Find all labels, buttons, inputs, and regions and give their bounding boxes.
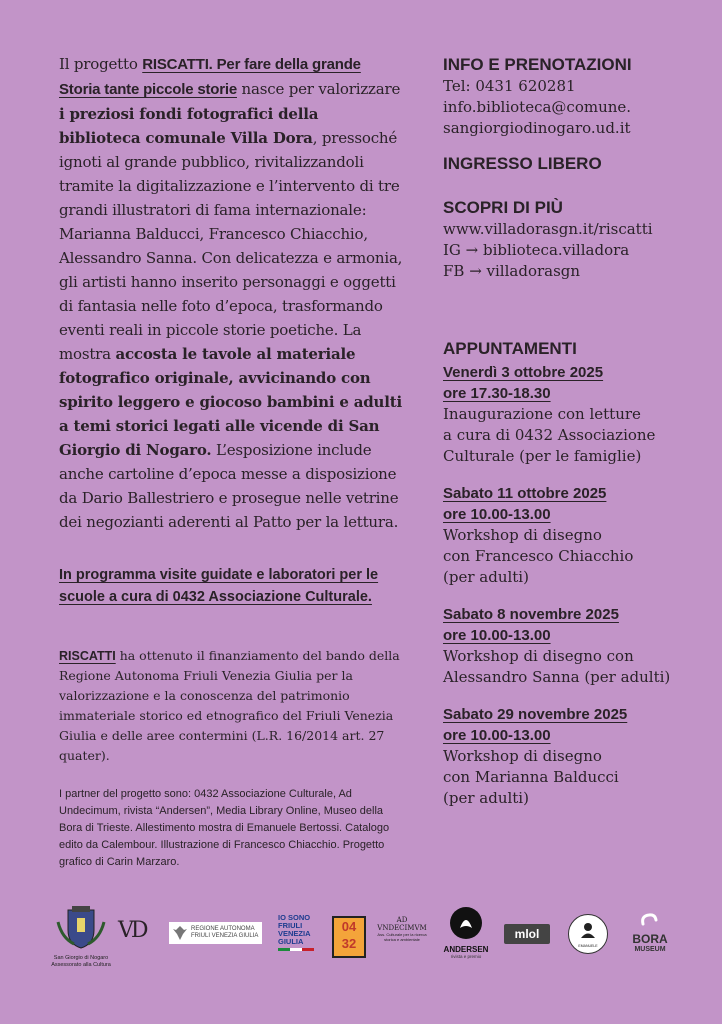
intro-paragraph [59, 52, 404, 534]
logo-regione-line1: REGIONE AUTONOMA [191, 926, 255, 932]
logo-emanuele-label: EMANUELE [578, 944, 598, 948]
logo-san-giorgio-sublabel: Assessorato alla Cultura [51, 962, 111, 968]
logo-bora-museum [620, 912, 680, 958]
logo-ad-line3: Ass. Culturale per la ricerca storica e ambientale [377, 932, 427, 942]
logo-mlol-label: mlol [514, 927, 540, 941]
event-description: con Francesco Chiacchio [443, 547, 634, 565]
logo-villa-dora-monogram: VD [118, 918, 146, 943]
italian-flag-icon [278, 948, 314, 951]
logo-san-giorgio [50, 904, 112, 970]
intro-highlight: accosta le tavole al materiale fotografico originale, avvicinando con spirito leggero e giocoso bambini e adulti a temi storici legati alle vicende di San Giorgio di Nogaro. [59, 345, 402, 459]
phone-number: Tel: 0431 620281 [443, 77, 576, 95]
event-description: con Marianna Balducci [443, 768, 619, 786]
logo-emanuele [568, 914, 608, 954]
logo-regione-fvg [169, 922, 262, 944]
intro-highlight: i preziosi fondi fotografici della biblioteca comunale Villa Dora [59, 105, 319, 147]
andersen-emblem-icon [449, 906, 483, 940]
logo-regione-line2: FRIULI VENEZIA GIULIA [191, 933, 259, 939]
logo-villa-dora [118, 918, 156, 952]
logo-ad-undecimum [372, 916, 432, 956]
program-note: In programma visite guidate e laboratori per le scuole a cura di 0432 Associazione Culturale. [59, 567, 379, 605]
event-description: Workshop di disegno con [443, 647, 634, 665]
discover-block [443, 197, 688, 282]
intro-text: nasce per valorizzare [236, 80, 401, 98]
event-description: Alessandro Sanna (per adulti) [443, 668, 671, 686]
logo-io-sono-line: FRIULI [278, 921, 303, 930]
logo-0432-bottom: 32 [341, 936, 357, 951]
logo-io-sono-fvg [278, 914, 320, 958]
free-entry-heading: INGRESSO LIBERO [443, 154, 602, 173]
event-time: ore 10.00-13.00 [443, 506, 551, 523]
person-icon [578, 921, 598, 939]
description-column [59, 52, 404, 871]
event-time: ore 10.00-13.00 [443, 727, 551, 744]
event-description: Workshop di disegno [443, 747, 602, 765]
wind-icon [639, 912, 661, 928]
event-time: ore 10.00-13.00 [443, 627, 551, 644]
intro-text: Il progetto [59, 55, 143, 73]
logo-ad-line1: AD [396, 916, 408, 924]
funding-paragraph [59, 646, 404, 766]
funding-text: ha ottenuto il finanziamento del bando della Regione Autonoma Friuli Venezia Giulia per la valorizzazione e la conoscenza del patrimonio immateriale storico ed etnografico del Friuli Venezia Giulia e delle aree contermini (L.R. 16/2014 art. 27 quater). [59, 648, 400, 763]
facebook-handle: FB → villadorasgn [443, 262, 581, 280]
website-link: www.villadorasgn.it/riscatti [443, 220, 653, 238]
event-description: Workshop di disegno [443, 526, 602, 544]
event-item [443, 483, 688, 588]
instagram-handle: IG → biblioteca.villadora [443, 241, 630, 259]
funding-project-name: RISCATTI [59, 649, 116, 663]
events-heading: APPUNTAMENTI [443, 339, 577, 358]
logo-io-sono-line: GIULIA [278, 937, 304, 946]
event-description: (per adulti) [443, 789, 529, 807]
events-block [443, 338, 688, 809]
eagle-icon [172, 924, 188, 942]
coat-of-arms-icon [50, 904, 112, 950]
info-column [443, 54, 688, 825]
event-date: Sabato 11 ottobre 2025 [443, 485, 607, 502]
logo-san-giorgio-label: San Giorgio di Nogaro [53, 955, 109, 961]
logo-bora-label: BORA [632, 932, 668, 946]
intro-text: , pressoché ignoti al grande pubblico, rivitalizzandoli tramite la digitalizzazione e l’intervento di tre grandi illustratori di fama internazionale: Marianna Balducci, Francesco Chiacchio, Alessandro Sanna. Con delicatezza e armonia, gli artisti hanno inserito personaggi e oggetti di fantasia nelle foto d’epoca, trasformando eventi reali in piccole storie poetiche. La mostra [59, 129, 403, 363]
email-line-1: info.biblioteca@comune. [443, 98, 632, 116]
discover-heading: SCOPRI DI PIÙ [443, 198, 563, 217]
logo-0432 [332, 916, 366, 958]
event-time: ore 17.30-18.30 [443, 385, 551, 402]
logo-andersen-sublabel: rivista e premio [450, 954, 482, 959]
info-heading: INFO E PRENOTAZIONI [443, 55, 632, 74]
logo-andersen [442, 906, 490, 964]
partner-logos [50, 900, 680, 970]
event-item [443, 704, 688, 809]
event-date: Sabato 8 novembre 2025 [443, 606, 619, 623]
email-line-2: sangiorgiodinogaro.ud.it [443, 119, 631, 137]
info-block [443, 54, 688, 139]
event-date: Venerdì 3 ottobre 2025 [443, 364, 604, 381]
logo-andersen-label: ANDERSEN [443, 945, 489, 954]
logo-ad-line2: VNDECIMVM [377, 924, 427, 932]
intro-text: L’esposizione include anche cartoline d’epoca messe a disposizione da Dario Ballestriero e prosegue nelle vetrine dei negozianti aderenti al Patto per la lettura. [59, 441, 399, 531]
logo-bora-sublabel: MUSEUM [634, 946, 666, 953]
event-description: Culturale (per le famiglie) [443, 447, 642, 465]
project-title: RISCATTI. Per fare della grande Storia tante piccole storie [59, 56, 361, 98]
event-item [443, 604, 688, 688]
event-item [443, 362, 688, 467]
event-description: Inaugurazione con letture [443, 405, 641, 423]
logo-mlol [504, 924, 550, 944]
event-description: a cura di 0432 Associazione [443, 426, 656, 444]
logo-io-sono-line: VENEZIA [278, 929, 311, 938]
event-description: (per adulti) [443, 568, 529, 586]
event-date: Sabato 29 novembre 2025 [443, 706, 628, 723]
logo-io-sono-line: IO SONO [278, 913, 311, 922]
logo-0432-top: 04 [341, 919, 357, 934]
partners-paragraph: I partner del progetto sono: 0432 Associazione Culturale, Ad Undecimum, rivista “Andersen”, Media Library Online, Museo della Bora di Trieste. Allestimento mostra di Emanuele Bertossi. Catalogo edito da Calembour. Illustrazione di Francesco Chiacchio. Progetto grafico di Carin Marzaro. [59, 788, 390, 868]
